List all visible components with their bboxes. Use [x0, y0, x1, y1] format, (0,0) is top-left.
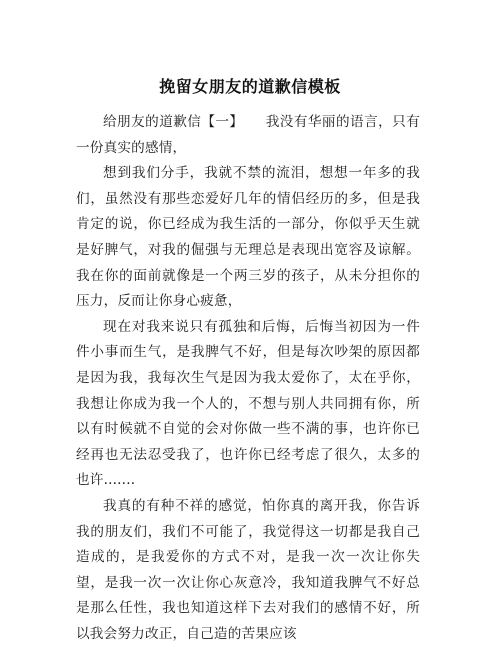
- document-body: [76, 110, 420, 647]
- section-heading: 给朋友的道歉信【一】: [103, 114, 244, 130]
- document-title: 挽留女朋友的道歉信模板: [159, 77, 341, 96]
- paragraph-1-text: 我没有华丽的语言，只有一份真实的感情，: [76, 114, 421, 156]
- paragraph-4: 我真的有种不祥的感觉，怕你真的离开我，你告诉我的朋友们，我们不可能了，我觉得这一切都是我自己造成的，是我爱你的方式不对，是我一次一次让你失望，是我一次一次让你心灰意冷，我知道我脾气不好总是那么任性，我也知道这样下去对我们的感情不好，所以我会努力改正，自己造的苦果应该: [76, 497, 420, 642]
- paragraph-3: 现在对我来说只有孤独和后悔，后悔当初因为一件件小事而生气，是我脾气不好，但是每次吵架的原因都是因为我，我每次生气是因为我太爱你了，太在乎你，我想让你成为我一个人的，不想与别人共同拥有你，所以有时候就不自觉的会对你做一些不满的事，也许你已经再也无法忍受我了，也许你已经考虑了很久，太多的也许.......: [76, 318, 420, 489]
- paragraph-1: [76, 110, 420, 161]
- paragraph-2: 想到我们分手，我就不禁的流泪，想想一年多的我们，虽然没有那些恋爱好几年的情侣经历的多，但是我肯定的说，你已经成为我生活的一部分，你似乎天生就是好脾气，对我的倔强与无理总是表现出宽容及谅解。我在你的面前就像是一个两三岁的孩子，从未分担你的压力，反而让你身心疲惫，: [76, 165, 420, 310]
